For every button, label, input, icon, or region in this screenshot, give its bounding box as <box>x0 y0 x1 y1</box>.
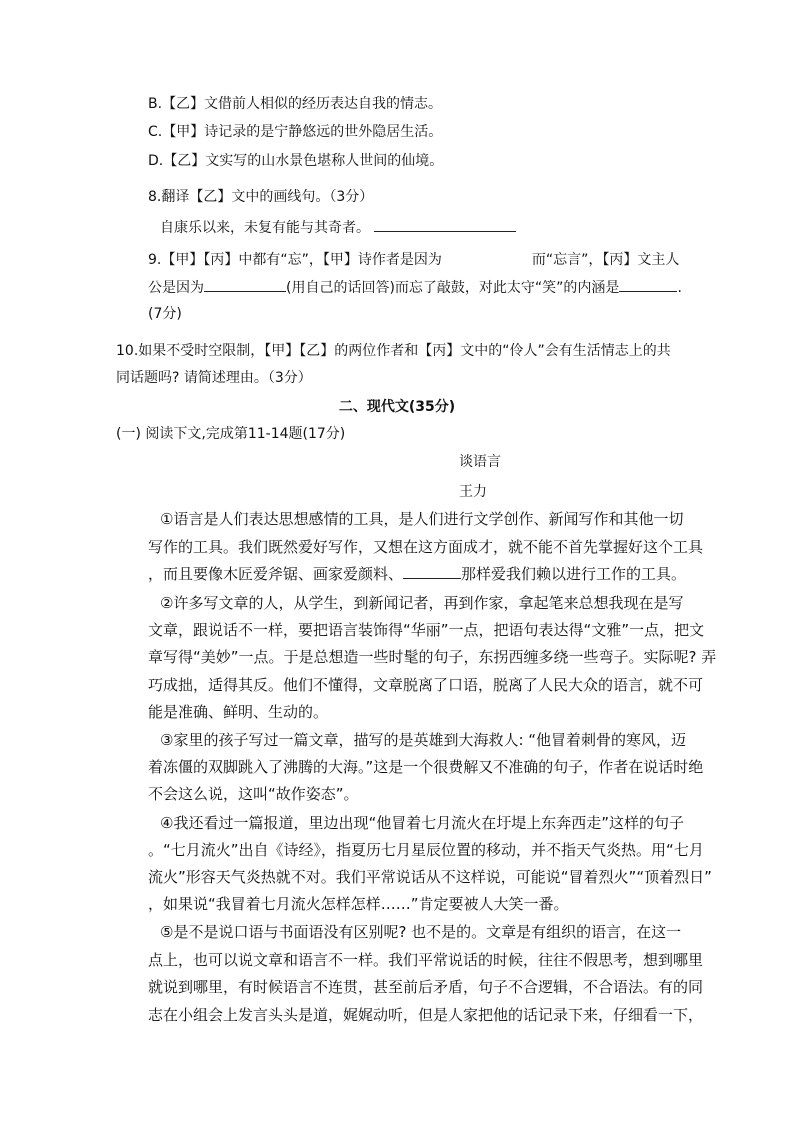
article-title: 谈语言 <box>459 454 501 470</box>
p4-line3: 流火”形容天气炎热就不对。我们平常说话从不这样说，可能说“冒着烈火”“顶着烈日” <box>148 868 712 886</box>
answer-blank <box>204 277 286 292</box>
q9-text-a: 9.【甲】【丙】中都有“忘”，【甲】诗作者是因为 <box>148 252 442 268</box>
q9-text-d: (用自己的话回答)而忘了敲鼓，对此太守“笑”的内涵是 <box>286 280 620 296</box>
option-c: C.【甲】诗记录的是宁静悠远的世外隐居生活。 <box>148 124 443 140</box>
q9-text-e: . <box>677 280 682 296</box>
p2-line1: ②许多写文章的人，从学生，到新闻记者，再到作家，拿起笔来总想我现在是写 <box>160 594 684 612</box>
p3-line2: 着冻僵的双脚跳入了沸腾的大海。”这是一个很费解又不准确的句子，作者在说话时绝 <box>148 758 704 776</box>
option-d: D.【乙】文实写的山水景色堪称人世间的仙境。 <box>148 153 444 169</box>
p1-line1: ①语言是人们表达思想感情的工具，是人们进行文学创作、新闻写作和其他一切 <box>160 510 684 528</box>
option-b: B.【乙】文借前人相似的经历表达自我的情志。 <box>148 96 443 112</box>
p5-line2: 点上，也可以说文章和语言不一样。我们平常说话的时候，往往不假思考，想到哪里 <box>148 951 704 969</box>
question-9-score: (7分) <box>148 306 182 322</box>
p5-line1: ⑤是不是说口语与书面语没有区别呢? 也不是的。文章是有组织的语言，在这一 <box>160 923 682 941</box>
q9-text-b: 而“忘言”，【丙】文主人 <box>531 252 680 268</box>
sentence-text: 自康乐以来，未复有能与其奇者。 <box>160 220 370 236</box>
answer-blank <box>374 217 516 232</box>
section-title: 二、现代文(35分) <box>338 399 456 415</box>
question-10-line2: 同话题吗? 请简述理由。（3分） <box>116 370 312 386</box>
p2-line3: 章写得“美妙”一点。于是总想造一些时髦的句子，东拐西缠多绕一些弯子。实际呢? 弄 <box>148 648 717 666</box>
answer-blank <box>619 277 677 292</box>
p2-line5: 能是准确、鲜明、生动的。 <box>148 703 329 721</box>
p5-line3: 就说到哪里，有时候语言不连贯，甚至前后矛盾，句子不合逻辑，不合语法。有的同 <box>148 978 704 996</box>
p1-line3-text-b: 那样爱我们赖以进行工作的工具。 <box>461 565 687 583</box>
q9-text-c: 公是因为 <box>148 280 204 296</box>
question-10-line1: 10.如果不受时空限制，【甲】【乙】的两位作者和【丙】文中的“伶人”会有生活情志上的共 <box>116 343 671 359</box>
p1-line2: 写作的工具。我们既然爱好写作，又想在这方面成才，就不能不首先掌握好这个工具 <box>148 538 704 556</box>
answer-blank <box>403 564 461 579</box>
article-author: 王力 <box>459 484 487 500</box>
question-8-sentence <box>160 217 516 238</box>
p1-line3 <box>148 564 686 584</box>
p1-line3-text-a: ，而且要像木匠爱斧锯、画家爱颜料、 <box>148 565 404 583</box>
p2-line4: 巧成拙，适得其反。他们不懂得，文章脱离了口语，脱离了人民大众的语言，就不可 <box>148 676 704 694</box>
p4-line1: ④我还看过一篇报道，里边出现“他冒着七月流火在圩堤上东奔西走”这样的句子 <box>160 814 684 832</box>
p5-line4: 志在小组会上发言头头是道，娓娓动听，但是人家把他的话记录下来，仔细看一下， <box>148 1006 704 1024</box>
p3-line1: ③家里的孩子写过一篇文章，描写的是英雄到大海救人: “他冒着刺骨的寒风，迈 <box>160 731 687 749</box>
p4-line4: ，如果说“我冒着七月流火怎样怎样……”肯定要被人大笑一番。 <box>148 895 569 913</box>
question-8-stem: 8.翻译【乙】文中的画线句。（3分） <box>148 189 374 205</box>
p2-line2: 文章，跟说话不一样，要把语言装饰得“华丽”一点，把语句表达得“文雅”一点，把文 <box>148 621 705 639</box>
section-instruction: (一) 阅读下文,完成第11-14题(17分) <box>116 426 346 442</box>
question-9-line1 <box>148 250 679 270</box>
p4-line2: 。“七月流火”出自《诗经》，指夏历七月星辰位置的移动，并不指天气炎热。用“七月 <box>148 841 704 859</box>
p3-line3: 不会这么说，这叫“故作姿态”。 <box>148 785 359 803</box>
question-9-line2 <box>148 277 682 298</box>
